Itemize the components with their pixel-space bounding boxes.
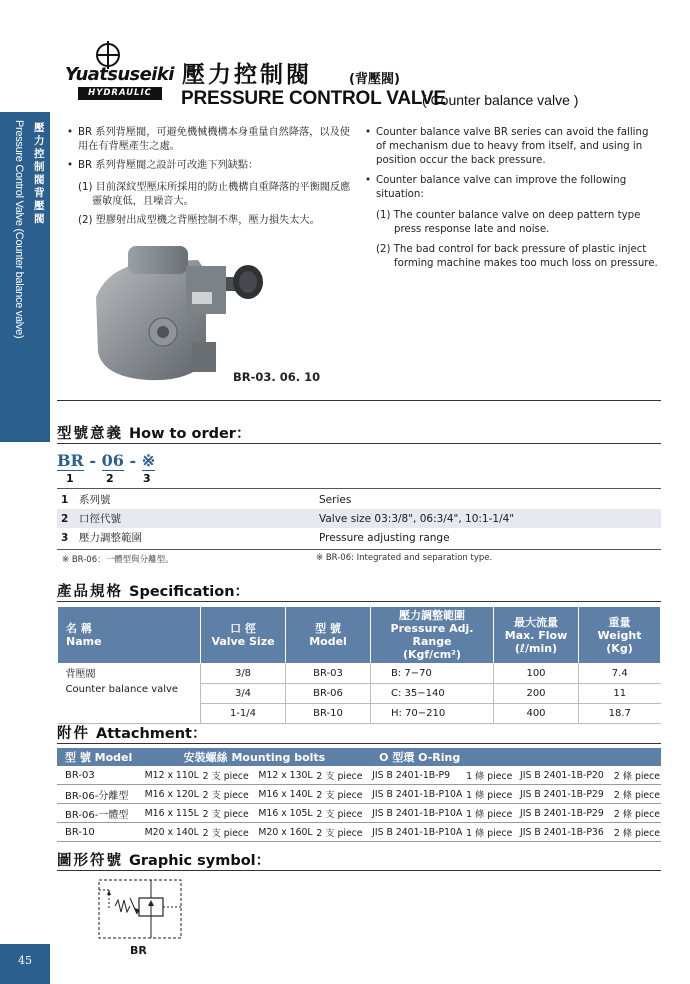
table-row [57, 490, 661, 509]
att-oring-2: JIS B 2401-1B-P20 [519, 766, 613, 785]
order-table [57, 490, 661, 547]
spec-size: 3/8 [201, 664, 286, 684]
hydraulic-symbol-icon [95, 876, 185, 942]
spec-header-en: Name [66, 635, 102, 648]
att-model: BR-10 [57, 823, 144, 842]
order-code-part-2: 06 [101, 451, 124, 470]
att-oring-1-qty: 1 條 piece [465, 804, 519, 823]
order-num-3: 3 [143, 472, 151, 485]
page-title-cn: 壓力控制閥 [182, 62, 312, 88]
sidebar-cn-label: 壓力控制閥 背壓閥 [34, 122, 45, 225]
att-model: BR-06-分離型 [57, 785, 144, 804]
att-oring-1: JIS B 2401-1B-P10A [371, 823, 465, 842]
attachment-header-bolts: 安裝螺絲 Mounting bolts [144, 748, 372, 766]
attachment-header-oring: O 型環 O-Ring [371, 748, 661, 766]
spec-header-en: Pressure Adj. Range [390, 622, 474, 648]
att-bolt-2: M16 x 140L [257, 785, 315, 804]
divider [57, 443, 661, 444]
intro-en-bullet-2: Counter balance valve can improve the following situation: [376, 175, 627, 200]
att-bolt-1: M16 x 120L [144, 785, 202, 804]
spec-header-cn: 型 號 [315, 622, 341, 635]
att-bolt-2-qty: 2 支 piece [315, 804, 371, 823]
divider [57, 400, 661, 401]
att-bolt-2: M12 x 130L [257, 766, 315, 785]
table-row [57, 766, 661, 785]
spec-range: B: 7−70 [371, 664, 494, 684]
brand-tag: HYDRAULIC [78, 87, 162, 100]
order-row-num: 2 [61, 512, 69, 525]
spec-title-cn: 產品規格 [57, 584, 123, 600]
spec-flow: 400 [494, 704, 579, 724]
order-row-num: 3 [61, 531, 69, 544]
attachment-title-en: Attachment： [96, 726, 207, 742]
spec-header-range [371, 607, 494, 664]
spec-header-unit: (Kgf/cm²) [402, 648, 462, 661]
divider [57, 549, 661, 550]
spec-size: 3/4 [201, 684, 286, 704]
att-bolt-2: M20 x 160L [257, 823, 315, 842]
spec-weight: 7.4 [579, 664, 661, 684]
attachment-table [57, 748, 661, 842]
spec-header-en: Weight [597, 628, 642, 642]
spec-range: H: 70−210 [371, 704, 494, 724]
order-num-1: 1 [66, 472, 74, 485]
att-bolt-2-qty: 2 支 piece [315, 785, 371, 804]
att-bolt-1-qty: 2 支 piece [202, 804, 258, 823]
order-code [57, 451, 155, 470]
table-row [57, 528, 661, 547]
divider [57, 743, 661, 744]
attachment-title-cn: 附件 [57, 726, 90, 742]
page-title-en: PRESSURE CONTROL VALVE [181, 88, 446, 109]
spec-header-unit: (ℓ/min) [514, 641, 558, 655]
att-bolt-1-qty: 2 支 piece [202, 823, 258, 842]
valve-product-image [88, 232, 268, 392]
spec-header-en: Valve Size [211, 635, 275, 648]
order-row-en: Pressure adjusting range [319, 531, 450, 544]
order-title-cn: 型號意義 [57, 426, 123, 442]
att-bolt-2-qty: 2 支 piece [315, 766, 371, 785]
att-oring-1-qty: 1 條 piece [465, 823, 519, 842]
att-oring-2: JIS B 2401-1B-P29 [519, 804, 613, 823]
order-row-en: Valve size 03:3/8", 06:3/4", 10:1-1/4" [319, 512, 515, 525]
att-bolt-1: M12 x 110L [144, 766, 202, 785]
graphic-label: BR [130, 944, 147, 957]
page-title-en-sub: ( Counter balance valve ) [422, 92, 579, 108]
table-row [58, 664, 661, 684]
att-model: BR-03 [57, 766, 144, 785]
att-bolt-1-qty: 2 支 piece [202, 766, 258, 785]
spec-header-size [201, 607, 286, 664]
spec-size: 1-1/4 [201, 704, 286, 724]
sidebar-en-wrap [6, 120, 28, 440]
spec-model: BR-10 [286, 704, 371, 724]
order-row-num: 1 [61, 493, 69, 506]
order-section-title [57, 422, 250, 443]
intro-en-item-2: (2) The bad control for back pressure of plastic inject forming machine makes too much loss on pressure. [376, 244, 658, 269]
att-oring-2: JIS B 2401-1B-P29 [519, 785, 613, 804]
spec-header-flow [494, 607, 579, 664]
intro-en-bullet-1: Counter balance valve BR series can avoid the falling of mechanism due to heavy from itself, and using in position occur the back pressure. [376, 127, 649, 166]
att-bolt-1-qty: 2 支 piece [202, 785, 258, 804]
spec-title-en: Specification： [129, 584, 250, 600]
divider [57, 488, 661, 489]
attachment-header-model: 型 號 Model [57, 748, 144, 766]
att-oring-2-qty: 2 條 piece [613, 766, 661, 785]
sidebar-en-label: Pressure Control Valve (Counter balance valve) [13, 120, 25, 339]
att-bolt-2: M16 x 105L [257, 804, 315, 823]
att-model: BR-06-一體型 [57, 804, 144, 823]
att-oring-1: JIS B 2401-1B-P10A [371, 785, 465, 804]
intro-cn-bullet-1: BR 系列背壓閥，可避免機械機構本身重量自然降落，以及使用在有背壓產生之處。 [78, 127, 350, 152]
spec-model: BR-03 [286, 664, 371, 684]
page-number: 45 [0, 944, 50, 984]
att-oring-2: JIS B 2401-1B-P36 [519, 823, 613, 842]
spec-model: BR-06 [286, 684, 371, 704]
spec-header-unit: (Kg) [606, 641, 633, 655]
order-note-cn: ※ BR-06：一體型與分離型。 [62, 555, 174, 565]
att-oring-1: JIS B 2401-1B-P10A [371, 804, 465, 823]
graphic-title-en: Graphic symbol： [129, 853, 271, 869]
divider [57, 870, 661, 871]
att-oring-1-qty: 1 條 piece [465, 766, 519, 785]
graphic-section-title [57, 849, 270, 870]
order-title-en: How to order： [129, 426, 251, 442]
order-code-part-3: ※ [141, 451, 156, 470]
spec-table [57, 606, 661, 724]
intro-cn-bullet-2: BR 系列背壓閥之設計可改進下列缺點： [78, 160, 259, 171]
attachment-header-row [57, 748, 661, 766]
spec-header-model [286, 607, 371, 664]
spec-header-cn: 名 稱 [66, 622, 92, 635]
page-title-cn-sub: (背壓閥) [349, 72, 400, 87]
intro-cn-item-2: (2) 塑膠射出成型機之背壓控制不準，壓力損失太大。 [78, 215, 320, 226]
spec-header-name [58, 607, 201, 664]
order-row-en: Series [319, 493, 352, 506]
spec-header-cn: 重量 [608, 615, 631, 629]
brand-name: Yuatsuseiki [65, 64, 174, 85]
spec-flow: 100 [494, 664, 579, 684]
graphic-title-cn: 圖形符號 [57, 853, 123, 869]
attachment-section-title [57, 722, 207, 743]
spec-name-cn: 背壓閥 [65, 669, 96, 680]
att-oring-2-qty: 2 條 piece [613, 804, 661, 823]
order-row-cn: 壓力調整範圍 [79, 532, 142, 544]
table-row [57, 509, 661, 528]
divider [57, 601, 661, 602]
spec-section-title [57, 580, 249, 601]
order-row-cn: 口徑代號 [79, 513, 121, 525]
spec-name-en: Counter balance valve [65, 684, 179, 695]
att-oring-2-qty: 2 條 piece [613, 823, 661, 842]
att-oring-2-qty: 2 條 piece [613, 785, 661, 804]
intro-cn-item-1: (1) 目前深紋型壓床所採用的防止機構自重降落的平衡閥反應靈敏度低，且噪音大。 [78, 182, 351, 207]
spec-header-cn: 最大流量 [514, 615, 558, 629]
order-code-part-1: BR [57, 451, 84, 470]
order-note-en: ※ BR-06: Integrated and separation type. [316, 553, 493, 563]
order-row-cn: 系列號 [79, 494, 111, 506]
intro-en-item-1: (1) The counter balance valve on deep pattern type press response late and noise. [376, 210, 641, 235]
spec-flow: 200 [494, 684, 579, 704]
att-bolt-2-qty: 2 支 piece [315, 823, 371, 842]
spec-weight: 18.7 [579, 704, 661, 724]
spec-header-row [58, 607, 661, 664]
att-bolt-1: M16 x 115L [144, 804, 202, 823]
order-num-2: 2 [106, 472, 114, 485]
att-bolt-1: M20 x 140L [144, 823, 202, 842]
att-oring-1-qty: 1 條 piece [465, 785, 519, 804]
image-caption: BR-03. 06. 10 [233, 370, 321, 384]
spec-header-cn: 口 徑 [230, 622, 256, 635]
order-code-sep: - [129, 451, 137, 470]
spec-header-en: Model [309, 635, 347, 648]
spec-header-cn: 壓力調整範圍 [399, 609, 465, 622]
spec-header-weight [579, 607, 661, 664]
att-oring-1: JIS B 2401-1B-P9 [371, 766, 465, 785]
table-row [57, 823, 661, 842]
spec-range: C: 35−140 [371, 684, 494, 704]
spec-product-name [58, 664, 201, 724]
table-row [57, 785, 661, 804]
spec-weight: 11 [579, 684, 661, 704]
spec-header-en: Max. Flow [504, 628, 568, 642]
table-row [57, 804, 661, 823]
order-code-sep: - [89, 451, 97, 470]
